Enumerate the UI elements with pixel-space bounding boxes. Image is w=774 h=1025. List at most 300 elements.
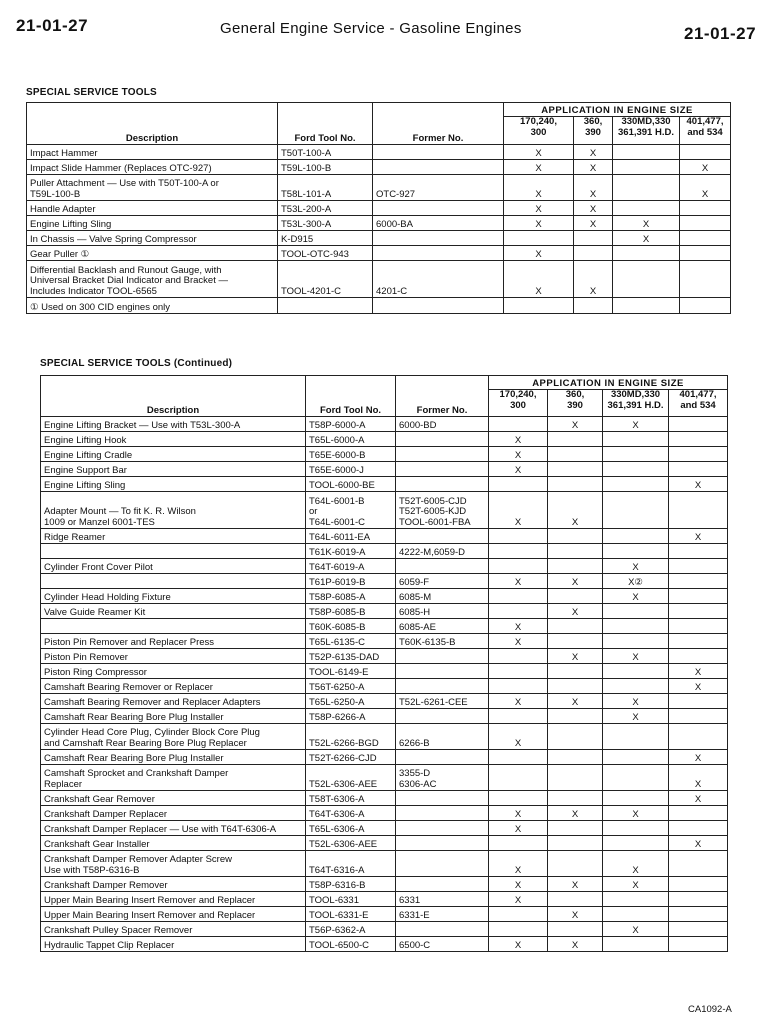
description-cell: Engine Support Bar xyxy=(41,462,306,477)
empty-cell xyxy=(574,298,613,314)
tool-number-cell: T65L-6135-C xyxy=(306,634,396,649)
application-cell xyxy=(680,145,731,160)
description-cell: Crankshaft Gear Remover xyxy=(41,791,306,806)
tool-number-cell: T58P-6316-B xyxy=(306,877,396,892)
tool-number-cell: TOOL-6331 xyxy=(306,892,396,907)
application-cell xyxy=(669,649,728,664)
table-row xyxy=(41,417,728,432)
former-number-cell xyxy=(396,432,489,447)
table-row xyxy=(41,619,728,634)
application-cell xyxy=(669,851,728,877)
table-row xyxy=(41,937,728,952)
tool-number-cell: K-D915 xyxy=(278,231,373,246)
application-cell xyxy=(613,261,680,298)
figure-code: CA1092-A xyxy=(688,1004,732,1015)
application-cell xyxy=(489,559,548,574)
table-row xyxy=(27,261,731,298)
col-header-size-3: 330MD,330 361,391 H.D. xyxy=(603,390,669,417)
application-cell: X xyxy=(489,492,548,529)
application-cell xyxy=(680,231,731,246)
special-service-tools-table xyxy=(26,102,731,314)
application-cell xyxy=(669,417,728,432)
application-cell: X xyxy=(548,574,603,589)
tool-number-cell: T64T-6316-A xyxy=(306,851,396,877)
application-cell: X xyxy=(669,664,728,679)
former-number-cell: 6000-BD xyxy=(396,417,489,432)
application-cell: X xyxy=(603,922,669,937)
description-cell: Piston Pin Remover xyxy=(41,649,306,664)
description-cell: Engine Lifting Hook xyxy=(41,432,306,447)
tool-number-cell: T65E-6000-J xyxy=(306,462,396,477)
application-cell xyxy=(669,922,728,937)
former-number-cell xyxy=(396,477,489,492)
former-number-cell xyxy=(396,791,489,806)
application-cell xyxy=(603,765,669,791)
application-cell xyxy=(489,477,548,492)
application-cell: X xyxy=(504,216,574,231)
description-cell: Camshaft Rear Bearing Bore Plug Installer xyxy=(41,709,306,724)
former-number-cell xyxy=(396,664,489,679)
application-cell: X xyxy=(489,574,548,589)
application-cell xyxy=(489,750,548,765)
col-header-former-no: Former No. xyxy=(396,376,489,417)
description-cell: Cylinder Head Holding Fixture xyxy=(41,589,306,604)
application-cell xyxy=(548,589,603,604)
table-row xyxy=(41,750,728,765)
application-cell: X xyxy=(489,877,548,892)
description-cell xyxy=(41,619,306,634)
tool-number-cell: T53L-300-A xyxy=(278,216,373,231)
former-number-cell xyxy=(373,231,504,246)
application-cell xyxy=(489,664,548,679)
application-cell: X xyxy=(603,417,669,432)
application-cell: X xyxy=(489,619,548,634)
table-row xyxy=(27,145,731,160)
application-cell xyxy=(489,649,548,664)
application-cell xyxy=(489,907,548,922)
application-cell xyxy=(669,877,728,892)
application-cell xyxy=(669,604,728,619)
tool-number-cell: T52L-6306-AEE xyxy=(306,836,396,851)
application-cell xyxy=(548,750,603,765)
application-cell xyxy=(669,821,728,836)
tool-number-cell: T61P-6019-B xyxy=(306,574,396,589)
tool-number-cell: T64T-6019-A xyxy=(306,559,396,574)
special-service-tools-continued-table xyxy=(40,375,728,952)
description-cell: Puller Attachment — Use with T50T-100-A or T59L-100-B xyxy=(27,175,278,201)
application-cell: X xyxy=(613,231,680,246)
table-row xyxy=(41,649,728,664)
former-number-cell xyxy=(373,246,504,261)
empty-cell xyxy=(373,298,504,314)
application-cell: X xyxy=(669,791,728,806)
col-header-description: Description xyxy=(41,376,306,417)
application-cell xyxy=(603,432,669,447)
application-cell: X xyxy=(489,821,548,836)
application-cell: X xyxy=(669,529,728,544)
table-row xyxy=(41,877,728,892)
application-cell: X xyxy=(548,694,603,709)
application-cell: X xyxy=(669,679,728,694)
former-number-cell xyxy=(396,851,489,877)
tool-number-cell: T56T-6250-A xyxy=(306,679,396,694)
application-cell: X xyxy=(489,462,548,477)
description-cell: Crankshaft Damper Remover Adapter Screw Use with T58P-6316-B xyxy=(41,851,306,877)
footnote: ① Used on 300 CID engines only xyxy=(27,298,278,314)
tool-number-cell: T64L-6001-B or T64L-6001-C xyxy=(306,492,396,529)
former-number-cell xyxy=(396,750,489,765)
application-cell xyxy=(548,634,603,649)
former-number-cell: 6059-F xyxy=(396,574,489,589)
application-cell xyxy=(574,231,613,246)
description-cell: Gear Puller ① xyxy=(27,246,278,261)
table-row xyxy=(41,447,728,462)
description-cell: Ridge Reamer xyxy=(41,529,306,544)
tool-number-cell: T58P-6266-A xyxy=(306,709,396,724)
former-number-cell xyxy=(396,877,489,892)
application-cell: X xyxy=(603,559,669,574)
application-cell xyxy=(603,462,669,477)
application-cell xyxy=(548,477,603,492)
application-cell xyxy=(489,922,548,937)
former-number-cell xyxy=(396,559,489,574)
application-cell xyxy=(603,836,669,851)
application-cell xyxy=(548,544,603,559)
application-cell xyxy=(669,544,728,559)
application-cell: X xyxy=(489,634,548,649)
application-cell: X xyxy=(613,216,680,231)
description-cell: Crankshaft Damper Replacer xyxy=(41,806,306,821)
application-cell: X xyxy=(669,477,728,492)
application-cell: X xyxy=(504,175,574,201)
application-cell xyxy=(680,261,731,298)
tool-number-cell: T52L-6306-AEE xyxy=(306,765,396,791)
tool-number-cell: T65L-6250-A xyxy=(306,694,396,709)
description-cell: Upper Main Bearing Insert Remover and Replacer xyxy=(41,892,306,907)
application-cell xyxy=(669,907,728,922)
description-cell: Impact Hammer xyxy=(27,145,278,160)
application-cell xyxy=(603,892,669,907)
tool-number-cell: T58T-6306-A xyxy=(306,791,396,806)
application-cell xyxy=(669,937,728,952)
application-cell xyxy=(613,175,680,201)
former-number-cell: 4201-C xyxy=(373,261,504,298)
application-cell: X xyxy=(603,694,669,709)
col-header-application: APPLICATION IN ENGINE SIZE xyxy=(504,103,731,117)
application-cell xyxy=(489,529,548,544)
description-cell: Handle Adapter xyxy=(27,201,278,216)
application-cell: X xyxy=(548,492,603,529)
application-cell xyxy=(489,709,548,724)
application-cell xyxy=(489,604,548,619)
description-cell: Upper Main Bearing Insert Remover and Replacer xyxy=(41,907,306,922)
application-cell xyxy=(548,724,603,750)
application-cell: X xyxy=(489,432,548,447)
tool-number-cell: T59L-100-B xyxy=(278,160,373,175)
tool-number-cell: TOOL-6331-E xyxy=(306,907,396,922)
application-cell: X xyxy=(680,175,731,201)
description-cell xyxy=(41,544,306,559)
application-cell xyxy=(669,709,728,724)
tool-number-cell: T64L-6011-EA xyxy=(306,529,396,544)
table-row xyxy=(41,791,728,806)
tool-number-cell: TOOL-6000-BE xyxy=(306,477,396,492)
description-cell: Engine Lifting Sling xyxy=(41,477,306,492)
description-cell: Hydraulic Tappet Clip Replacer xyxy=(41,937,306,952)
application-cell xyxy=(603,604,669,619)
table-row xyxy=(41,492,728,529)
application-cell xyxy=(680,201,731,216)
application-cell xyxy=(489,679,548,694)
col-header-size-2: 360, 390 xyxy=(574,117,613,145)
application-cell: X xyxy=(574,160,613,175)
application-cell: X xyxy=(603,709,669,724)
table-row xyxy=(41,462,728,477)
application-cell: X xyxy=(669,750,728,765)
application-cell xyxy=(548,922,603,937)
former-number-cell xyxy=(396,529,489,544)
application-cell xyxy=(603,477,669,492)
tool-number-cell: TOOL-OTC-943 xyxy=(278,246,373,261)
tool-number-cell: T58P-6085-B xyxy=(306,604,396,619)
table-row xyxy=(41,432,728,447)
table-row xyxy=(41,604,728,619)
application-cell: X xyxy=(489,851,548,877)
application-cell xyxy=(669,724,728,750)
table-row xyxy=(41,836,728,851)
application-cell xyxy=(603,529,669,544)
former-number-cell: 6085-AE xyxy=(396,619,489,634)
former-number-cell xyxy=(396,649,489,664)
application-cell: X xyxy=(603,806,669,821)
application-cell xyxy=(548,664,603,679)
tool-number-cell: T56P-6362-A xyxy=(306,922,396,937)
application-cell: X xyxy=(603,877,669,892)
application-cell: X xyxy=(489,694,548,709)
application-cell xyxy=(504,231,574,246)
former-number-cell: 6266-B xyxy=(396,724,489,750)
description-cell: Impact Slide Hammer (Replaces OTC-927) xyxy=(27,160,278,175)
application-cell xyxy=(548,679,603,694)
application-cell xyxy=(489,417,548,432)
application-cell xyxy=(603,724,669,750)
application-cell xyxy=(603,619,669,634)
section-title-tools: SPECIAL SERVICE TOOLS xyxy=(26,87,157,98)
application-cell: X xyxy=(574,175,613,201)
empty-cell xyxy=(278,298,373,314)
former-number-cell xyxy=(396,462,489,477)
application-cell: X xyxy=(603,851,669,877)
former-number-cell: 6500-C xyxy=(396,937,489,952)
application-cell: X xyxy=(548,877,603,892)
application-cell xyxy=(548,447,603,462)
description-cell: Crankshaft Pulley Spacer Remover xyxy=(41,922,306,937)
table-row xyxy=(41,765,728,791)
application-cell xyxy=(669,634,728,649)
application-cell: X xyxy=(504,160,574,175)
application-cell: X xyxy=(680,160,731,175)
application-cell: X xyxy=(574,145,613,160)
former-number-cell xyxy=(396,821,489,836)
section-title-tools-continued: SPECIAL SERVICE TOOLS (Continued) xyxy=(40,358,233,369)
former-number-cell: 6000-BA xyxy=(373,216,504,231)
table-row xyxy=(41,559,728,574)
description-cell: Crankshaft Gear Installer xyxy=(41,836,306,851)
application-cell xyxy=(613,246,680,261)
table-row xyxy=(41,709,728,724)
application-cell xyxy=(548,765,603,791)
former-number-cell xyxy=(396,447,489,462)
description-cell: Valve Guide Reamer Kit xyxy=(41,604,306,619)
tool-number-cell: TOOL-6500-C xyxy=(306,937,396,952)
former-number-cell xyxy=(373,145,504,160)
table-row xyxy=(41,851,728,877)
tool-number-cell: T58L-101-A xyxy=(278,175,373,201)
application-cell: X xyxy=(548,907,603,922)
former-number-cell: 6085-H xyxy=(396,604,489,619)
application-cell xyxy=(613,145,680,160)
application-cell xyxy=(548,892,603,907)
application-cell xyxy=(548,709,603,724)
application-cell: X xyxy=(548,649,603,664)
application-cell xyxy=(680,246,731,261)
table-row xyxy=(27,231,731,246)
application-cell xyxy=(603,664,669,679)
table-row xyxy=(41,664,728,679)
table-row xyxy=(41,922,728,937)
col-header-size-4: 401,477, and 534 xyxy=(680,117,731,145)
empty-cell xyxy=(680,298,731,314)
table-row xyxy=(41,477,728,492)
col-header-tool-no: Ford Tool No. xyxy=(306,376,396,417)
former-number-cell xyxy=(396,836,489,851)
col-header-size-1: 170,240, 300 xyxy=(489,390,548,417)
description-cell: Camshaft Sprocket and Crankshaft Damper Replacer xyxy=(41,765,306,791)
table-row xyxy=(41,806,728,821)
application-cell xyxy=(548,462,603,477)
table-row xyxy=(41,634,728,649)
application-cell xyxy=(548,821,603,836)
former-number-cell: OTC-927 xyxy=(373,175,504,201)
table-row xyxy=(27,246,731,261)
tool-number-cell: T52L-6266-BGD xyxy=(306,724,396,750)
description-cell: Engine Lifting Bracket — Use with T53L-300-A xyxy=(41,417,306,432)
col-header-size-3: 330MD,330 361,391 H.D. xyxy=(613,117,680,145)
tool-number-cell: T65E-6000-B xyxy=(306,447,396,462)
tool-number-cell: T58P-6085-A xyxy=(306,589,396,604)
tool-number-cell: T50T-100-A xyxy=(278,145,373,160)
application-cell: X xyxy=(548,604,603,619)
application-cell: X xyxy=(669,765,728,791)
application-cell: X xyxy=(504,246,574,261)
application-cell: X xyxy=(603,649,669,664)
table-row xyxy=(27,175,731,201)
tool-number-cell: T64T-6306-A xyxy=(306,806,396,821)
former-number-cell xyxy=(396,679,489,694)
application-cell xyxy=(669,806,728,821)
application-cell xyxy=(613,201,680,216)
description-cell: In Chassis — Valve Spring Compressor xyxy=(27,231,278,246)
table-row xyxy=(27,216,731,231)
col-header-size-4: 401,477, and 534 xyxy=(669,390,728,417)
application-cell xyxy=(574,246,613,261)
application-cell: X xyxy=(489,892,548,907)
application-cell xyxy=(669,589,728,604)
former-number-cell: 4222-M,6059-D xyxy=(396,544,489,559)
description-cell: Camshaft Bearing Remover and Replacer Adapters xyxy=(41,694,306,709)
col-header-tool-no: Ford Tool No. xyxy=(278,103,373,145)
page-title: General Engine Service - Gasoline Engines xyxy=(220,20,522,37)
application-cell: X xyxy=(489,806,548,821)
former-number-cell xyxy=(396,806,489,821)
application-cell xyxy=(669,432,728,447)
table-row xyxy=(41,821,728,836)
application-cell: X xyxy=(548,806,603,821)
tool-number-cell: T58P-6000-A xyxy=(306,417,396,432)
application-cell xyxy=(680,216,731,231)
description-cell: Differential Backlash and Runout Gauge, with Universal Bracket Dial Indicator and Bracket — Includes Indicator TOOL-6565 xyxy=(27,261,278,298)
application-cell: X xyxy=(548,937,603,952)
application-cell xyxy=(489,589,548,604)
application-cell: X xyxy=(504,145,574,160)
description-cell: Engine Lifting Cradle xyxy=(41,447,306,462)
col-header-application: APPLICATION IN ENGINE SIZE xyxy=(489,376,728,390)
tool-number-cell: T61K-6019-A xyxy=(306,544,396,559)
footnote-row xyxy=(27,298,731,314)
former-number-cell xyxy=(396,922,489,937)
application-cell xyxy=(603,634,669,649)
application-cell xyxy=(548,836,603,851)
former-number-cell: T60K-6135-B xyxy=(396,634,489,649)
application-cell xyxy=(669,619,728,634)
application-cell xyxy=(669,694,728,709)
page-number-left: 21-01-27 xyxy=(16,16,89,35)
former-number-cell xyxy=(373,160,504,175)
description-cell: Piston Pin Remover and Replacer Press xyxy=(41,634,306,649)
table-row xyxy=(27,160,731,175)
table-row xyxy=(41,907,728,922)
col-header-description: Description xyxy=(27,103,278,145)
application-cell xyxy=(548,619,603,634)
application-cell xyxy=(603,750,669,765)
col-header-size-2: 360, 390 xyxy=(548,390,603,417)
application-cell: X xyxy=(504,201,574,216)
description-cell: Camshaft Rear Bearing Bore Plug Installer xyxy=(41,750,306,765)
empty-cell xyxy=(504,298,574,314)
empty-cell xyxy=(613,298,680,314)
col-header-size-1: 170,240, 300 xyxy=(504,117,574,145)
tool-number-cell: TOOL-4201-C xyxy=(278,261,373,298)
application-cell xyxy=(603,447,669,462)
application-cell: X xyxy=(574,216,613,231)
application-cell: X xyxy=(489,447,548,462)
former-number-cell: 6085-M xyxy=(396,589,489,604)
description-cell: Camshaft Bearing Remover or Replacer xyxy=(41,679,306,694)
application-cell: X② xyxy=(603,574,669,589)
application-cell xyxy=(489,836,548,851)
table-row xyxy=(41,589,728,604)
table-row xyxy=(27,201,731,216)
application-cell: X xyxy=(574,201,613,216)
application-cell xyxy=(548,791,603,806)
application-cell xyxy=(548,559,603,574)
description-cell: Adapter Mount — To fit K. R. Wilson 1009 or Manzel 6001-TES xyxy=(41,492,306,529)
application-cell: X xyxy=(548,417,603,432)
application-cell: X xyxy=(504,261,574,298)
former-number-cell: T52L-6261-CEE xyxy=(396,694,489,709)
tool-number-cell: T65L-6306-A xyxy=(306,821,396,836)
application-cell xyxy=(548,851,603,877)
